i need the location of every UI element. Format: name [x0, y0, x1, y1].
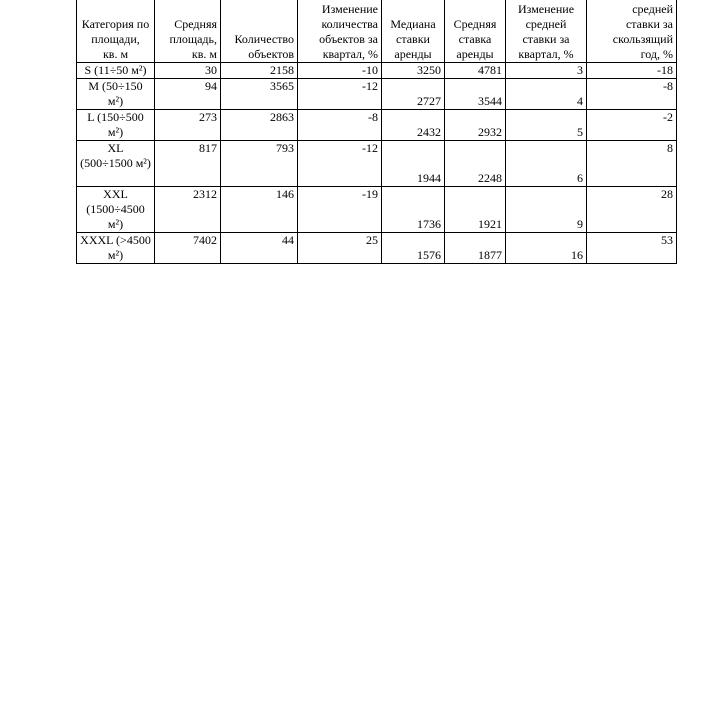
header-rate-change-year: средней ставки за скользящий год, % — [587, 0, 677, 63]
table-row — [77, 110, 677, 141]
header-rate-change-quarter: Изменение средней ставки за квартал, % — [506, 0, 587, 63]
cell-count-change: -10 — [298, 63, 382, 79]
cell-avg-area: 2312 — [155, 187, 221, 233]
cell-median-rate: 1576 — [382, 233, 445, 264]
cell-rate-change-year: -18 — [587, 63, 677, 79]
table-header-row — [77, 0, 677, 63]
cell-count-change: -12 — [298, 141, 382, 187]
cell-median-rate: 2432 — [382, 110, 445, 141]
header-avg-area: Средняя площадь, кв. м — [155, 0, 221, 63]
cell-avg-area: 94 — [155, 79, 221, 110]
cell-count: 44 — [221, 233, 298, 264]
header-count-change: Изменение количества объектов за квартал, % — [298, 0, 382, 63]
cell-avg-area: 817 — [155, 141, 221, 187]
cell-count-change: -12 — [298, 79, 382, 110]
cell-avg-area: 273 — [155, 110, 221, 141]
table-row — [77, 141, 677, 187]
cell-rate-change-quarter: 3 — [506, 63, 587, 79]
cell-avg-rate: 2932 — [445, 110, 506, 141]
cell-median-rate: 3250 — [382, 63, 445, 79]
cell-avg-area: 7402 — [155, 233, 221, 264]
cell-avg-area: 30 — [155, 63, 221, 79]
header-median-rate: Медиана ставки аренды — [382, 0, 445, 63]
cell-category: L (150÷500 м²) — [77, 110, 155, 141]
cell-count-change: 25 — [298, 233, 382, 264]
cell-rate-change-year: -2 — [587, 110, 677, 141]
cell-category: XXXL (>4500 м²) — [77, 233, 155, 264]
cell-count-change: -19 — [298, 187, 382, 233]
cell-count: 2158 — [221, 63, 298, 79]
table-row — [77, 63, 677, 79]
cell-rate-change-quarter: 16 — [506, 233, 587, 264]
cell-rate-change-year: -8 — [587, 79, 677, 110]
cell-avg-rate: 1877 — [445, 233, 506, 264]
cell-count: 2863 — [221, 110, 298, 141]
cell-rate-change-year: 53 — [587, 233, 677, 264]
cell-rate-change-quarter: 4 — [506, 79, 587, 110]
cell-rate-change-year: 28 — [587, 187, 677, 233]
cell-avg-rate: 1921 — [445, 187, 506, 233]
cell-count-change: -8 — [298, 110, 382, 141]
table-row — [77, 187, 677, 233]
cell-avg-rate: 4781 — [445, 63, 506, 79]
cell-count: 3565 — [221, 79, 298, 110]
cell-avg-rate: 3544 — [445, 79, 506, 110]
cell-count: 146 — [221, 187, 298, 233]
header-avg-rate: Средняя ставка аренды — [445, 0, 506, 63]
cell-count: 793 — [221, 141, 298, 187]
cell-median-rate: 1736 — [382, 187, 445, 233]
rental-rates-table — [76, 0, 677, 264]
cell-category: M (50÷150 м²) — [77, 79, 155, 110]
cell-category: XXL (1500÷4500 м²) — [77, 187, 155, 233]
cell-rate-change-quarter: 9 — [506, 187, 587, 233]
cell-avg-rate: 2248 — [445, 141, 506, 187]
cell-median-rate: 1944 — [382, 141, 445, 187]
cell-rate-change-quarter: 5 — [506, 110, 587, 141]
cell-rate-change-quarter: 6 — [506, 141, 587, 187]
table-row — [77, 233, 677, 264]
cell-category: XL (500÷1500 м²) — [77, 141, 155, 187]
table-body — [77, 63, 677, 264]
table-row — [77, 79, 677, 110]
cell-rate-change-year: 8 — [587, 141, 677, 187]
header-count: Количество объектов — [221, 0, 298, 63]
header-category: Категория по площади, кв. м — [77, 0, 155, 63]
cell-median-rate: 2727 — [382, 79, 445, 110]
cell-category: S (11÷50 м²) — [77, 63, 155, 79]
